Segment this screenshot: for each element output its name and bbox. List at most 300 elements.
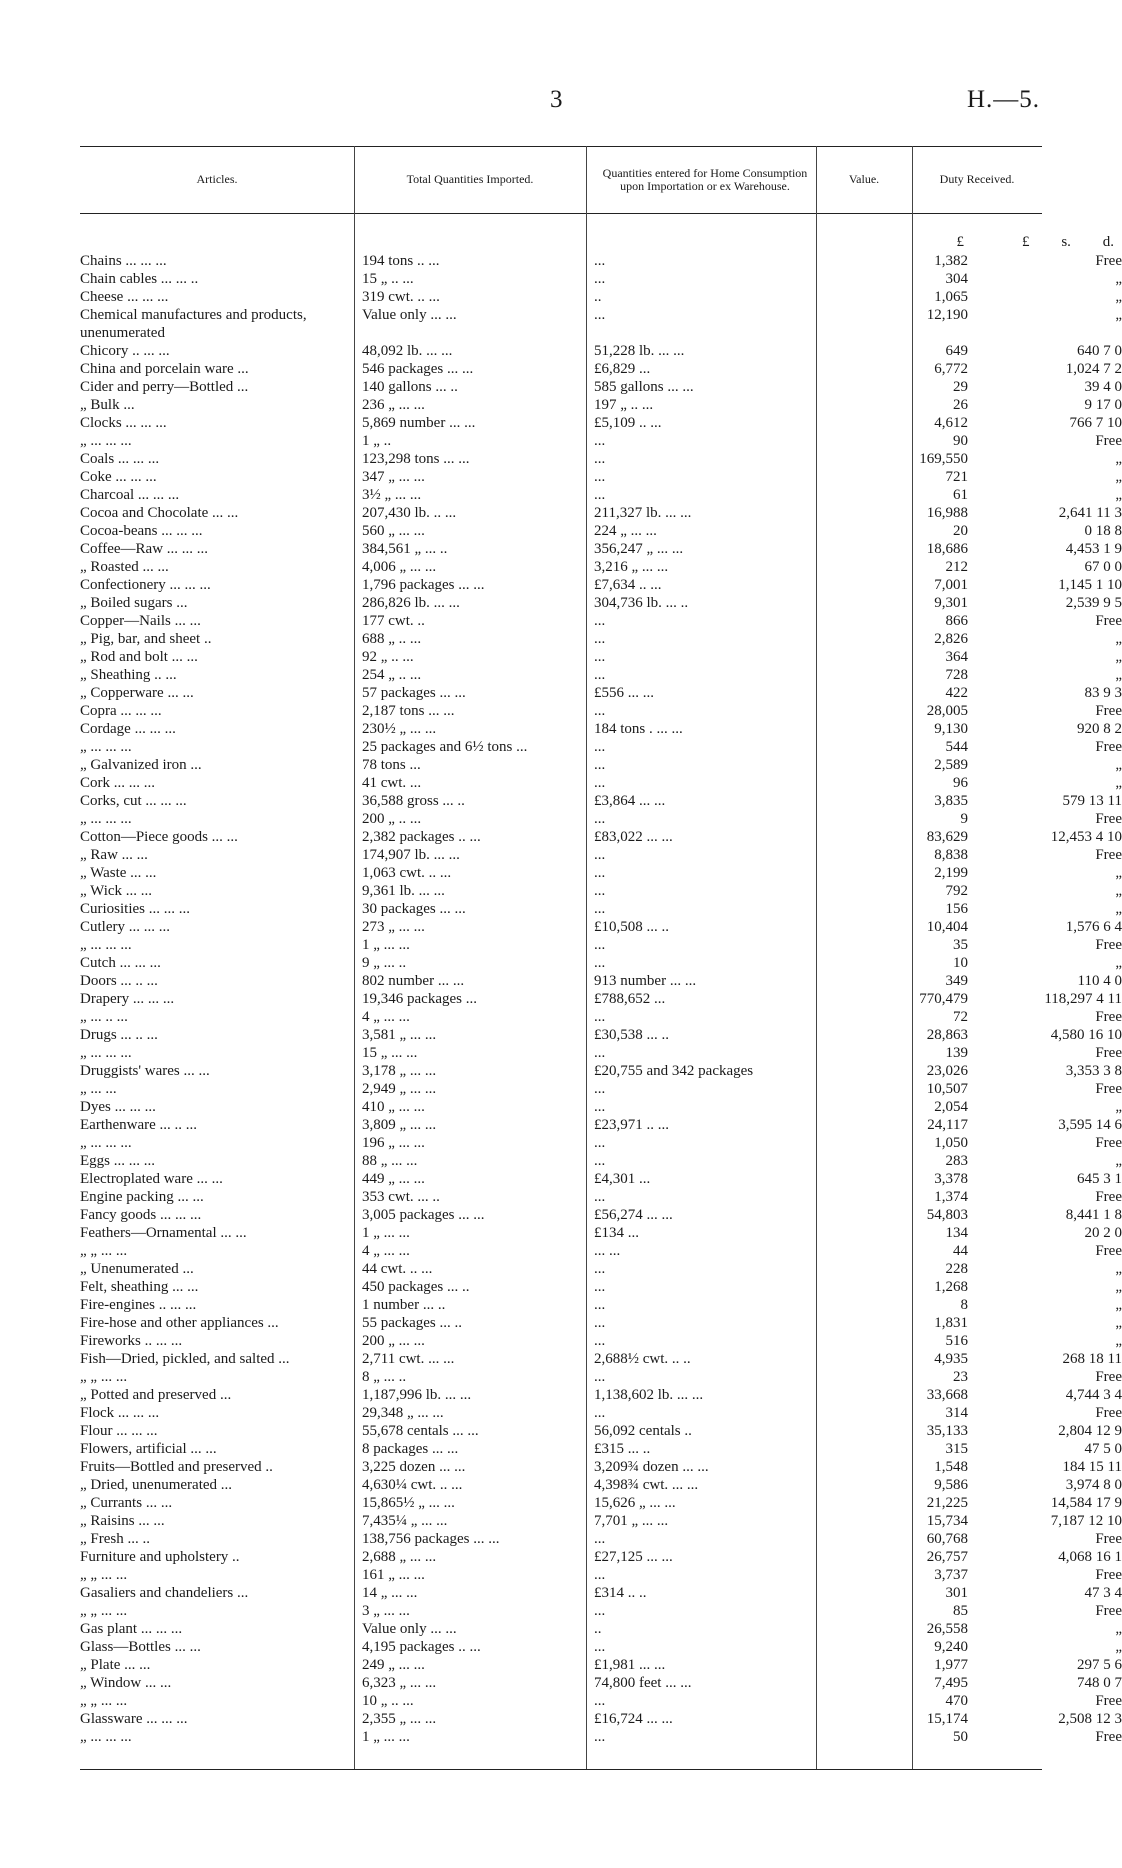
article-cell: Cordage ... ... ... [80, 721, 176, 737]
value-cell: 15,174 [926, 1711, 968, 1727]
table-row [80, 882, 1122, 900]
table-row [80, 630, 1122, 648]
duty-cell: „ [1115, 649, 1122, 665]
duty-cell: 2,508 12 3 [1058, 1711, 1122, 1727]
table-row [80, 1368, 1122, 1386]
value-cell: 3,737 [934, 1567, 968, 1583]
value-cell: 2,826 [934, 631, 968, 647]
duty-cell: 4,744 3 4 [1065, 1387, 1122, 1403]
home-consumption-cell: ... [594, 1189, 606, 1205]
duty-cell: 3,353 3 8 [1065, 1063, 1122, 1079]
duty-cell: 268 18 11 [1062, 1351, 1122, 1367]
table-row [80, 900, 1122, 918]
home-consumption-cell: 913 number ... ... [594, 973, 697, 989]
table-row [80, 414, 1122, 432]
home-consumption-cell: .. [594, 1621, 602, 1637]
table-row [80, 396, 1122, 414]
table-row [80, 468, 1122, 486]
total-quantity-cell: 88 „ ... ... [362, 1153, 418, 1169]
total-quantity-cell: 3,178 „ ... ... [362, 1063, 437, 1079]
total-quantity-cell: 347 „ ... ... [362, 469, 425, 485]
article-cell: China and porcelain ware ... [80, 361, 249, 377]
value-cell: 35 [953, 937, 968, 953]
duty-cell: „ [1115, 901, 1122, 917]
home-consumption-cell: £314 .. .. [594, 1585, 647, 1601]
total-quantity-cell: 140 gallons ... .. [362, 379, 458, 395]
total-quantity-cell: 123,298 tons ... ... [362, 451, 470, 467]
duty-cell: „ [1115, 883, 1122, 899]
value-cell: 2,054 [934, 1099, 968, 1115]
total-quantity-cell: 688 „ .. ... [362, 631, 422, 647]
total-quantity-cell: 48,092 lb. ... ... [362, 343, 453, 359]
article-cell: „ Galvanized iron ... [80, 757, 202, 773]
article-cell: „ Raisins ... ... [80, 1513, 165, 1529]
total-quantity-cell: 177 cwt. .. [362, 613, 425, 629]
home-consumption-cell: 585 gallons ... ... [594, 379, 694, 395]
total-quantity-cell: 196 „ ... ... [362, 1135, 425, 1151]
article-cell: „ Waste ... ... [80, 865, 157, 881]
value-cell: 315 [945, 1441, 968, 1457]
home-consumption-cell: £4,301 ... [594, 1171, 651, 1187]
home-consumption-cell: £3,864 ... ... [594, 793, 666, 809]
total-quantity-cell: 254 „ .. ... [362, 667, 422, 683]
duty-cell: „ [1115, 1153, 1122, 1169]
total-quantity-cell: 450 packages ... .. [362, 1279, 470, 1295]
table-row [80, 1440, 1122, 1458]
table-row [80, 684, 1122, 702]
home-consumption-cell: ... ... [594, 1243, 621, 1259]
article-cell: „ Boiled sugars ... [80, 595, 188, 611]
table-row [80, 558, 1122, 576]
home-consumption-cell: ... [594, 253, 606, 269]
duty-cell: 9 17 0 [1084, 397, 1122, 413]
total-quantity-cell: 6,323 „ ... ... [362, 1675, 437, 1691]
home-consumption-cell: ... [594, 271, 606, 287]
home-consumption-cell: 3,209¾ dozen ... ... [594, 1459, 709, 1475]
total-quantity-cell: 802 number ... ... [362, 973, 465, 989]
home-consumption-cell: ... [594, 1099, 606, 1115]
article-cell: Cork ... ... ... [80, 775, 155, 791]
home-consumption-cell: 56,092 centals .. [594, 1423, 692, 1439]
header-articles: Articles. [196, 172, 238, 186]
total-quantity-cell: 1 „ ... ... [362, 1225, 410, 1241]
duty-cell: Free [1095, 1135, 1122, 1151]
article-cell: „ Raw ... ... [80, 847, 148, 863]
value-cell: 792 [945, 883, 968, 899]
home-consumption-cell: ... [594, 1297, 606, 1313]
value-cell: 61 [953, 487, 968, 503]
total-quantity-cell: 1,796 packages ... ... [362, 577, 485, 593]
value-cell: 770,479 [919, 991, 968, 1007]
article-cell: Flour ... ... ... [80, 1423, 158, 1439]
total-quantity-cell: 57 packages ... ... [362, 685, 466, 701]
table-row [80, 522, 1122, 540]
value-cell: 314 [945, 1405, 968, 1421]
duty-cell: „ [1115, 271, 1122, 287]
value-cell: 9 [960, 811, 968, 827]
value-cell: 1,050 [934, 1135, 968, 1151]
duty-cell: 2,641 11 3 [1058, 505, 1122, 521]
value-cell: 283 [945, 1153, 968, 1169]
total-quantity-cell: 8 packages ... ... [362, 1441, 459, 1457]
home-consumption-cell: 184 tons . ... ... [594, 721, 683, 737]
duty-cell: 4,580 16 10 [1050, 1027, 1122, 1043]
total-quantity-cell: 3 „ ... ... [362, 1603, 410, 1619]
value-cell: 60,768 [926, 1531, 968, 1547]
value-cell: 364 [945, 649, 968, 665]
article-cell: Glass—Bottles ... ... [80, 1639, 201, 1655]
value-unit: £ [956, 234, 964, 250]
article-cell: Furniture and upholstery .. [80, 1549, 240, 1565]
duty-cell: Free [1095, 1693, 1122, 1709]
duty-cell: Free [1095, 613, 1122, 629]
duty-cell: „ [1115, 955, 1122, 971]
article-cell: Gas plant ... ... ... [80, 1621, 183, 1637]
total-quantity-cell: 30 packages ... ... [362, 901, 466, 917]
header-bottom-rule [80, 213, 1042, 214]
home-consumption-cell: 304,736 lb. ... .. [594, 595, 689, 611]
home-consumption-cell: £56,274 ... ... [594, 1207, 673, 1223]
table-row [80, 1710, 1122, 1728]
article-cell: Gasaliers and chandeliers ... [80, 1585, 249, 1601]
total-quantity-cell: 55 packages ... .. [362, 1315, 462, 1331]
article-cell: Electroplated ware ... ... [80, 1171, 223, 1187]
value-cell: 10,404 [926, 919, 968, 935]
table-row [80, 666, 1122, 684]
article-cell: Cocoa and Chocolate ... ... [80, 505, 239, 521]
value-cell: 169,550 [919, 451, 968, 467]
article-cell: Fire-hose and other appliances ... [80, 1315, 279, 1331]
article-cell: Fish—Dried, pickled, and salted ... [80, 1351, 290, 1367]
table-row [80, 342, 1122, 360]
total-quantity-cell: 174,907 lb. ... ... [362, 847, 460, 863]
value-cell: 18,686 [926, 541, 968, 557]
home-consumption-cell: ... [594, 451, 606, 467]
duty-cell: „ [1115, 1315, 1122, 1331]
value-cell: 33,668 [926, 1387, 968, 1403]
article-cell: „ „ ... ... [80, 1603, 128, 1619]
duty-cell: Free [1095, 1045, 1122, 1061]
table-row [80, 306, 1122, 342]
total-quantity-cell: 2,355 „ ... ... [362, 1711, 437, 1727]
duty-cell: „ [1115, 1297, 1122, 1313]
value-cell: 16,988 [926, 505, 968, 521]
duty-cell: Free [1095, 1567, 1122, 1583]
value-cell: 212 [945, 559, 968, 575]
page-header [80, 86, 1040, 116]
total-quantity-cell: 25 packages and 6½ tons ... [362, 739, 528, 755]
total-quantity-cell: 1,063 cwt. .. ... [362, 865, 452, 881]
article-cell: Flock ... ... ... [80, 1405, 160, 1421]
value-cell: 649 [945, 343, 968, 359]
table-row [80, 1494, 1122, 1512]
article-cell: Coffee—Raw ... ... ... [80, 541, 209, 557]
duty-cell: 118,297 4 11 [1044, 991, 1122, 1007]
table-row [80, 1008, 1122, 1026]
duty-cell: 39 4 0 [1084, 379, 1122, 395]
value-cell: 23 [953, 1369, 968, 1385]
home-consumption-cell: ... [594, 937, 606, 953]
home-consumption-cell: ... [594, 1405, 606, 1421]
duty-cell: Free [1095, 1009, 1122, 1025]
duty-cell: „ [1115, 1333, 1122, 1349]
table-row [80, 576, 1122, 594]
table-row [80, 918, 1122, 936]
article-cell: Drapery ... ... ... [80, 991, 175, 1007]
home-consumption-cell: ... [594, 649, 606, 665]
value-cell: 9,240 [934, 1639, 968, 1655]
duty-cell: „ [1115, 451, 1122, 467]
home-consumption-cell: ... [594, 1009, 606, 1025]
table-row [80, 828, 1122, 846]
home-consumption-cell: ... [594, 739, 606, 755]
value-cell: 44 [953, 1243, 968, 1259]
duty-cell: Free [1095, 1729, 1122, 1745]
table-row [80, 1188, 1122, 1206]
value-cell: 12,190 [926, 307, 968, 323]
article-cell: Fire-engines .. ... ... [80, 1297, 197, 1313]
article-cell: Engine packing ... ... [80, 1189, 204, 1205]
total-quantity-cell: 1 „ .. [362, 433, 392, 449]
table-row [80, 720, 1122, 738]
article-cell: Felt, sheathing ... ... [80, 1279, 199, 1295]
duty-cell: 83 9 3 [1084, 685, 1122, 701]
value-cell: 156 [945, 901, 968, 917]
duty-cell: Free [1095, 937, 1122, 953]
home-consumption-cell: £788,652 ... [594, 991, 666, 1007]
article-cell: „ Unenumerated ... [80, 1261, 194, 1277]
total-quantity-cell: 319 cwt. .. ... [362, 289, 440, 305]
total-quantity-cell: 236 „ ... ... [362, 397, 425, 413]
total-quantity-cell: 138,756 packages ... ... [362, 1531, 500, 1547]
home-consumption-cell: £16,724 ... ... [594, 1711, 673, 1727]
home-consumption-cell: 197 „ .. ... [594, 397, 654, 413]
header-total-quantities: Total Quantities Imported. [406, 172, 534, 186]
table-row [80, 1152, 1122, 1170]
value-cell: 228 [945, 1261, 968, 1277]
article-cell: Fireworks .. ... ... [80, 1333, 183, 1349]
article-cell: „ ... ... ... [80, 1045, 132, 1061]
value-cell: 1,382 [934, 253, 968, 269]
home-consumption-cell: .. [594, 289, 602, 305]
value-cell: 866 [945, 613, 968, 629]
article-cell: „ ... .. ... [80, 1009, 128, 1025]
table-row [80, 360, 1122, 378]
total-quantity-cell: 2,382 packages .. ... [362, 829, 481, 845]
duty-cell: 110 4 0 [1077, 973, 1122, 989]
home-consumption-cell: £315 ... .. [594, 1441, 651, 1457]
table-row [80, 738, 1122, 756]
value-cell: 35,133 [926, 1423, 968, 1439]
home-consumption-cell: ... [594, 757, 606, 773]
home-consumption-cell: £134 ... [594, 1225, 639, 1241]
value-cell: 26 [953, 397, 968, 413]
home-consumption-cell: £10,508 ... .. [594, 919, 669, 935]
home-consumption-cell: 4,398¾ cwt. ... ... [594, 1477, 699, 1493]
document-reference: H.—5. [966, 86, 1040, 113]
value-cell: 1,977 [934, 1657, 968, 1673]
home-consumption-cell: £27,125 ... ... [594, 1549, 673, 1565]
total-quantity-cell: 14 „ ... ... [362, 1585, 418, 1601]
table-row [80, 1314, 1122, 1332]
article-cell: „ Bulk ... [80, 397, 135, 413]
table-row [80, 1422, 1122, 1440]
value-cell: 50 [953, 1729, 968, 1745]
article-cell: „ Window ... ... [80, 1675, 172, 1691]
article-cell: Charcoal ... ... ... [80, 487, 180, 503]
duty-cell: Free [1095, 433, 1122, 449]
total-quantity-cell: 286,826 lb. ... ... [362, 595, 460, 611]
table-row [80, 1404, 1122, 1422]
value-cell: 8,838 [934, 847, 968, 863]
home-consumption-cell: £6,829 ... [594, 361, 651, 377]
article-cell: „ „ ... ... [80, 1567, 128, 1583]
table-row [80, 486, 1122, 504]
home-consumption-cell: 15,626 „ ... ... [594, 1495, 676, 1511]
duty-cell: Free [1095, 1189, 1122, 1205]
total-quantity-cell: 8 „ ... .. [362, 1369, 407, 1385]
duty-cell: 297 5 6 [1077, 1657, 1122, 1673]
table-row [80, 1026, 1122, 1044]
value-cell: 516 [945, 1333, 968, 1349]
article-cell: Copper—Nails ... ... [80, 613, 201, 629]
home-consumption-cell: ... [594, 469, 606, 485]
table-row [80, 774, 1122, 792]
duty-cell: 67 0 0 [1084, 559, 1122, 575]
currency-units-row [80, 234, 1114, 252]
home-consumption-cell: £83,022 ... ... [594, 829, 673, 845]
table-row [80, 1278, 1122, 1296]
home-consumption-cell: 51,228 lb. ... ... [594, 343, 685, 359]
total-quantity-cell: 4 „ ... ... [362, 1009, 410, 1025]
total-quantity-cell: 44 cwt. .. ... [362, 1261, 433, 1277]
article-cell: Clocks ... ... ... [80, 415, 167, 431]
article-cell: „ Fresh ... .. [80, 1531, 150, 1547]
value-cell: 139 [945, 1045, 968, 1061]
total-quantity-cell: 3½ „ ... ... [362, 487, 422, 503]
total-quantity-cell: 15 „ ... ... [362, 1045, 418, 1061]
duty-pence-unit: d. [1102, 234, 1114, 250]
value-cell: 96 [953, 775, 968, 791]
article-cell: Feathers—Ornamental ... ... [80, 1225, 247, 1241]
duty-cell: „ [1115, 469, 1122, 485]
home-consumption-cell: ... [594, 955, 606, 971]
duty-shillings-unit: s. [1061, 234, 1071, 250]
article-cell: Flowers, artificial ... ... [80, 1441, 217, 1457]
total-quantity-cell: 230½ „ ... ... [362, 721, 437, 737]
table-row [80, 1170, 1122, 1188]
duty-cell: Free [1095, 1531, 1122, 1547]
home-consumption-cell: ... [594, 1315, 606, 1331]
table-row [80, 1062, 1122, 1080]
article-cell: Corks, cut ... ... ... [80, 793, 187, 809]
article-cell: „ ... ... ... [80, 811, 132, 827]
duty-units [994, 234, 1114, 251]
page-number: 3 [550, 86, 563, 113]
table-row [80, 1530, 1122, 1548]
table-row [80, 1656, 1122, 1674]
article-cell: „ Copperware ... ... [80, 685, 194, 701]
value-cell: 134 [945, 1225, 968, 1241]
total-quantity-cell: 5,869 number ... ... [362, 415, 476, 431]
value-cell: 90 [953, 433, 968, 449]
duty-cell: 1,145 1 10 [1058, 577, 1122, 593]
table-row [80, 1224, 1122, 1242]
value-cell: 470 [945, 1693, 968, 1709]
duty-cell: „ [1115, 1621, 1122, 1637]
value-cell: 544 [945, 739, 968, 755]
home-consumption-cell: ... [594, 865, 606, 881]
article-cell: Cotton—Piece goods ... ... [80, 829, 238, 845]
total-quantity-cell: 2,711 cwt. ... ... [362, 1351, 455, 1367]
table-row [80, 1242, 1122, 1260]
home-consumption-cell: ... [594, 1081, 606, 1097]
total-quantity-cell: 1 „ ... ... [362, 937, 410, 953]
duty-cell: 14,584 17 9 [1050, 1495, 1122, 1511]
article-cell: „ Potted and preserved ... [80, 1387, 232, 1403]
total-quantity-cell: 194 tons .. ... [362, 253, 440, 269]
value-cell: 2,199 [934, 865, 968, 881]
table-row [80, 954, 1122, 972]
table-row [80, 432, 1122, 450]
duty-cell: Free [1095, 253, 1122, 269]
table-row [80, 378, 1122, 396]
article-cell: „ Sheathing .. ... [80, 667, 177, 683]
home-consumption-cell: £5,109 .. ... [594, 415, 662, 431]
home-consumption-cell: ... [594, 1567, 606, 1583]
table-row [80, 1584, 1122, 1602]
home-consumption-cell: £20,755 and 342 packages [594, 1063, 754, 1079]
value-cell: 7,495 [934, 1675, 968, 1691]
value-cell: 21,225 [926, 1495, 968, 1511]
home-consumption-cell: ... [594, 1333, 606, 1349]
duty-cell: 0 18 8 [1084, 523, 1122, 539]
total-quantity-cell: 15 „ .. ... [362, 271, 414, 287]
table-row [80, 864, 1122, 882]
total-quantity-cell: 200 „ ... ... [362, 1333, 425, 1349]
total-quantity-cell: 449 „ ... ... [362, 1171, 425, 1187]
header-value: Value. [848, 172, 880, 186]
value-cell: 6,772 [934, 361, 968, 377]
home-consumption-cell: ... [594, 1261, 606, 1277]
home-consumption-cell: 2,688½ cwt. .. .. [594, 1351, 691, 1367]
article-cell: Fruits—Bottled and preserved .. [80, 1459, 273, 1475]
table-row [80, 252, 1122, 270]
total-quantity-cell: 410 „ ... ... [362, 1099, 425, 1115]
home-consumption-cell: £1,981 ... ... [594, 1657, 666, 1673]
article-cell: „ Roasted ... ... [80, 559, 169, 575]
duty-cell: 1,576 6 4 [1065, 919, 1122, 935]
duty-cell: 1,024 7 2 [1065, 361, 1122, 377]
home-consumption-cell: £556 ... ... [594, 685, 654, 701]
total-quantity-cell: 7,435¼ „ ... ... [362, 1513, 448, 1529]
table-row [80, 1602, 1122, 1620]
value-cell: 28,005 [926, 703, 968, 719]
table-row [80, 1476, 1122, 1494]
duty-cell: Free [1095, 1369, 1122, 1385]
home-consumption-cell: ... [594, 1369, 606, 1385]
total-quantity-cell: Value only ... ... [362, 1621, 457, 1637]
home-consumption-cell: ... [594, 847, 606, 863]
article-cell: „ Currants ... ... [80, 1495, 173, 1511]
home-consumption-cell: ... [594, 775, 606, 791]
home-consumption-cell: £7,634 .. ... [594, 577, 662, 593]
table-row [80, 288, 1122, 306]
home-consumption-cell: ... [594, 433, 606, 449]
total-quantity-cell: 3,005 packages ... ... [362, 1207, 485, 1223]
total-quantity-cell: 2,688 „ ... ... [362, 1549, 437, 1565]
home-consumption-cell: £30,538 ... .. [594, 1027, 669, 1043]
